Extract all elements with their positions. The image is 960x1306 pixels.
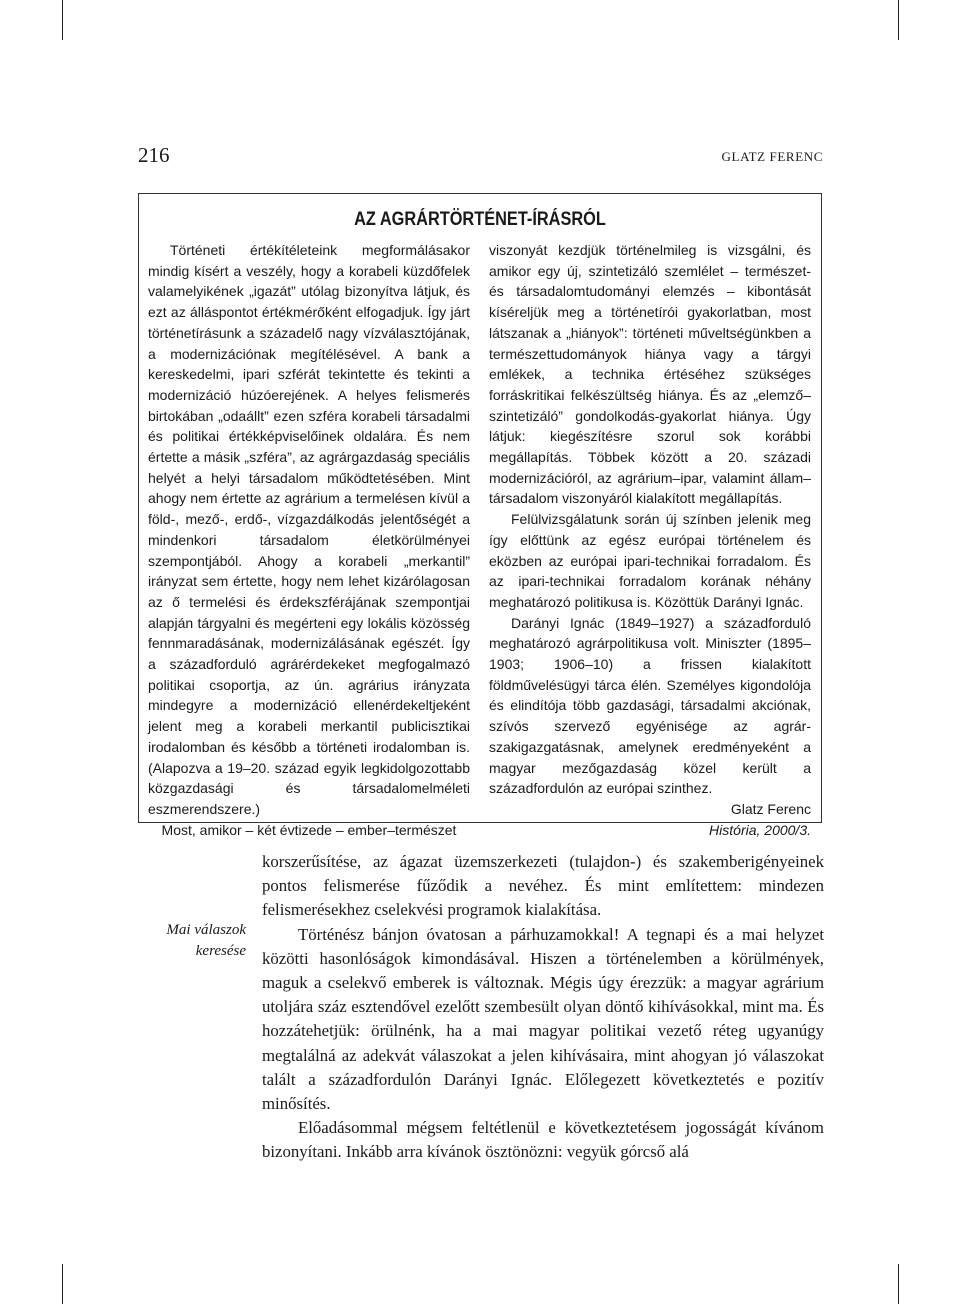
signature-source: História, 2000/3. (709, 821, 811, 838)
margin-note-line: keresése (195, 943, 246, 959)
sidebar-box (138, 193, 822, 838)
crop-mark (898, 0, 899, 40)
body-paragraph: korszerűsítése, az ágazat üzemszerkezeti (tulajdon-) és szakemberigényeinek pontos felismerése fűződik a nevéhez. És mint említettem: mindezen felismerésekhez cselekvési programok kialakítása. (262, 852, 824, 920)
margin-note (140, 920, 246, 962)
box-left-column (148, 240, 470, 840)
box-paragraph: Darányi Ignác (1849–1927) a századforduló meghatározó agrárpolitikusa volt. Miniszter (1895–1903; 1906–10) a frissen kialakított földművelésügyi tárca élén. Személyes kigondolója és elindítója több gazdasági, társadalmi akciónak, szívós szervező egyénisége az agrár-szakigazgatásnak, amelynek eredményeként a magyar mezőgazdaság közel került a századfordulón az európai szinthez. (489, 614, 811, 797)
box-paragraph: Most, amikor – két évtizede – ember–természet (161, 821, 457, 838)
body-paragraph: Történész bánjon óvatosan a párhuzamokkal! A tegnapi és a mai helyzet közötti hasonlóságok kimondásával. Hiszen a történelemben a körülmények, maguk a cselekvő emberek is változnak. Mégis úgy érezzük: a magyar agrárium utoljára száz esztendővel ezelőtt szembesült olyan döntő kihívásokkal, mint ma. És hozzátehetjük: örülnénk, ha a mai magyar politikai vezető réteg ugyanúgy megtalálná az adekvát válaszokat a jelen kihívásaira, mint ahogyan jó válaszokat talált a századfordulón Darányi Ignác. Előlegezett következtetés e pozitív minősítés. (262, 924, 824, 1114)
page-number: 216 (138, 143, 170, 167)
signature-author: Glatz Ferenc (730, 800, 811, 817)
box-paragraph: viszonyát kezdjük történelmileg is vizsgálni, és amikor egy új, szintetizáló szemlélet – természet- és társadalomtudományi elemzés – kibontását kíséreljük meg a történetírói gyakorlatban, most látszanak a „hiányok”: történeti műveltségünkben a természettudományok hiánya vagy a tárgyi emlékek, a technika értéséhez szükséges forráskritikai felkészültség hiánya. És az „elemző–szintetizáló” gondolkodás-gyakorlat hiánya. Úgy látjuk: kiegészítésre szorul sok korábbi megállapítás. Többek között a 20. századi modernizációról, az agrárium–ipar, valamint állam–társadalom viszonyáról kialakított megállapítás. (489, 242, 811, 507)
box-paragraph: Felülvizsgálatunk során új színben jelenik meg így előttünk az egész európai történelem és eközben az európai ipari-technikai forradalom. És az ipari-technikai forradalom korának néhány meghatározó politikusa is. Közöttük Darányi Ignác. (489, 511, 811, 610)
margin-note-line: Mai válaszok (166, 922, 246, 938)
body-text (262, 850, 824, 1165)
crop-mark (62, 1264, 63, 1304)
crop-mark (62, 0, 63, 40)
box-paragraph: Történeti értékítéleteink megformálásakor mindig kísért a veszély, hogy a korabeli küzdőfelek valamelyikének „igazát” utólag bizonyítva látjuk, és ezt az álláspontot értékmérőként elfogadjuk. Így járt történetírásunk a századelő nagy vízválasztójának, a modernizációnak megítélésével. A bank a kereskedelmi, ipari szférát tekintette és tekinti a modernizáció húzóerejének. A helyes felismerés birtokában „odaállt” ezen szféra korabeli társadalmi és politikai értékképviselőinek oldalára. És nem értette a másik „szféra”, az agrárgazdaság speciális helyét a helyi társadalom működtetésében. Mint ahogy nem értette az agrárium a termelésen kívül a föld-, mező-, erdő-, vízgazdálkodás jelentőségét a mindenkori társadalom életkörülményei szempontjából. Ahogy a korabeli „merkantil” irányzat sem értette, hogy nem lehet kizárólagosan az ő termelési és érdekszférájának szempontjai alapján tárgyalni és megérteni egy lokális közösség fennmaradásának, modernizálásának egészét. Így a századforduló agrárérdekeket megfogalmazó politikai csoportja, az ún. agrárius irányzata mindegyre a modernizáció ellenérdekeltjeként jelent meg a korabeli merkantil publicisztikai irodalomban és később a történeti irodalomban is. (Alapozva a 19–20. század egyik legkidolgozottabb közgazdasági és társadalomelméleti eszmerendszere.) (148, 242, 470, 817)
box-title: AZ AGRÁRTÖRTÉNET-ÍRÁSRÓL (354, 209, 606, 230)
body-paragraph: Előadásommal mégsem feltétlenül e következtetésem jogosságát kívánom bizonyítani. Inkább arra kívánok ösztönözni: vegyük górcső alá (262, 1118, 824, 1162)
box-right-column (489, 240, 811, 840)
running-head: GLATZ FERENC (721, 149, 823, 164)
page-header (138, 143, 823, 171)
crop-mark (898, 1264, 899, 1304)
